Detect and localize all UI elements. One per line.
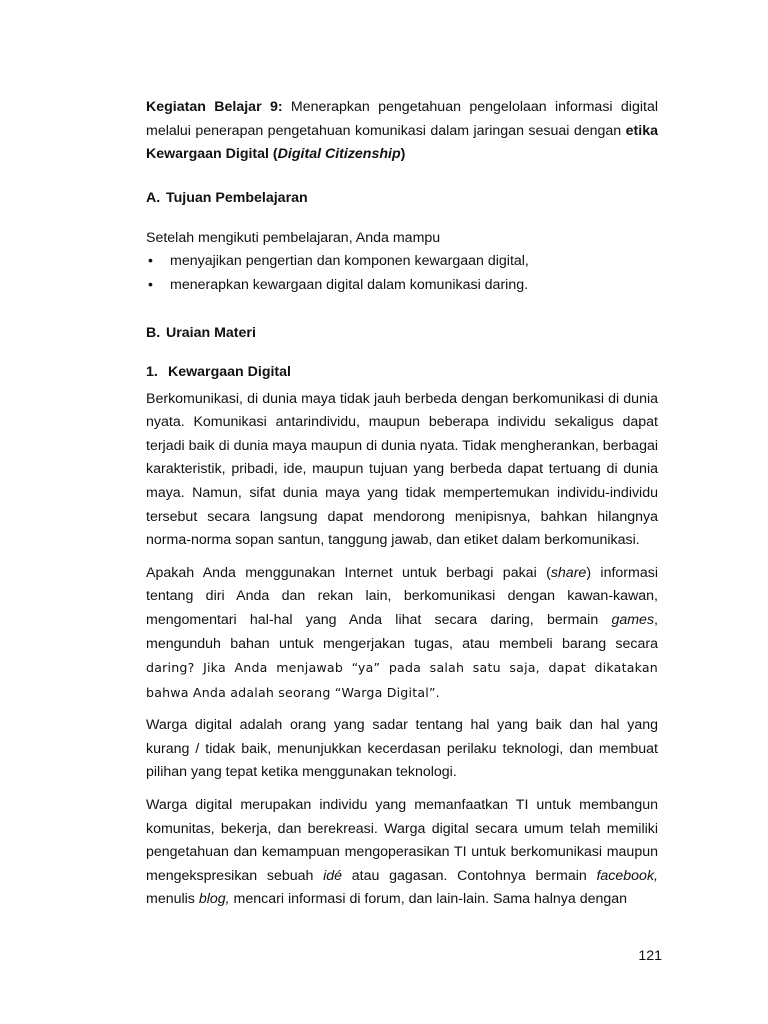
activity-bold-text: etika Kewargaan Digital ( [146,122,658,163]
term-ide: idé [323,867,343,884]
bullet-icon: • [148,276,153,293]
activity-bold-italic: Digital Citizenship [277,146,401,163]
list-item: • menerapkan kewargaan digital dalam komunikasi daring. [146,274,658,298]
activity-label: Kegiatan Belajar 9: [146,99,283,115]
section-b-heading [146,323,658,343]
activity-text: Menerapkan pengetahuan pengelolaan informasi digital melalui penerapan pengetahuan komunikasi dalam jaringan sesuai dengan [146,99,658,139]
activity-intro [146,96,658,167]
section-b-letter: B. [146,324,161,341]
section-a-title: Tujuan Pembelajaran [166,189,308,206]
objectives-list [146,250,658,297]
page-number: 121 [638,948,662,964]
section-a-letter: A. [146,189,161,206]
paragraph-4: Warga digital merupakan individu yang memanfaatkan TI untuk membangun komunitas, bekerja, dan berekreasi. Warga digital secara umum telah memiliki pengetahuan dan kemampuan mengoperasikan TI untuk berkomunikasi maupun mengekspresikan sebuah idé atau gagasan. Contohnya bermain facebook, menulis blog, mencari informasi di forum, dan lain-lain. Sama halnya dengan [146,797,658,908]
term-games: games [611,611,655,628]
subsection-title: Kewargaan Digital [168,363,291,380]
page-content [146,96,658,921]
term-share: share [550,564,587,581]
section-b-title: Uraian Materi [166,324,256,341]
list-item: • menyajikan pengertian dan komponen kewargaan digital, [146,250,658,274]
bullet-icon: • [148,253,153,270]
term-blog: blog, [198,891,230,908]
paragraph-2-alt-font: daring? Jika Anda menjawab “ya” pada salah satu saja, dapat dikatakan bahwa Anda adalah seorang “Warga Digital”. [146,660,658,700]
section-a-heading [146,188,658,208]
section-a-lead: Setelah mengikuti pembelajaran, Anda mampu [146,229,441,246]
paragraph-3: Warga digital adalah orang yang sadar tentang hal yang baik dan hal yang kurang / tidak baik, menunjukkan kecerdasan perilaku teknologi, dan membuat pilihan yang tepat ketika menggunakan teknologi. [146,717,658,781]
subsection-number: 1. [146,363,158,380]
term-facebook: facebook, [596,867,658,884]
paragraph-1: Berkomunikasi, di dunia maya tidak jauh berbeda dengan berkomunikasi di dunia nyata. Komunikasi antarindividu, maupun beberapa individu sekaligus dapat terjadi baik di dunia maya maupun di dunia nyata. Tidak mengherankan, berbagai karakteristik, pribadi, ide, maupun tujuan yang berbeda dapat tertuang di dunia maya. Namun, sifat dunia maya yang tidak mempertemukan individu-individu tersebut secara langsung dapat mendorong menipisnya, bahkan hilangnya norma-norma sopan santun, tanggung jawab, dan etiket dalam berkomunikasi. [146,390,658,549]
activity-bold-close: ) [400,146,406,163]
subsection-heading [146,362,658,382]
paragraph-2: Apakah Anda menggunakan Internet untuk berbagi pakai (share) informasi tentang diri Anda dan rekan lain, berkomunikasi dengan kawan-kawan, mengomentari hal-hal yang Anda lihat secara daring, bermain games, mengunduh bahan untuk mengerjakan tugas, atau membeli barang secara daring? Jika Anda menjawab “ya” pada salah satu saja, dapat dikatakan bahwa Anda adalah seorang “Warga Digital”. [146,564,658,700]
